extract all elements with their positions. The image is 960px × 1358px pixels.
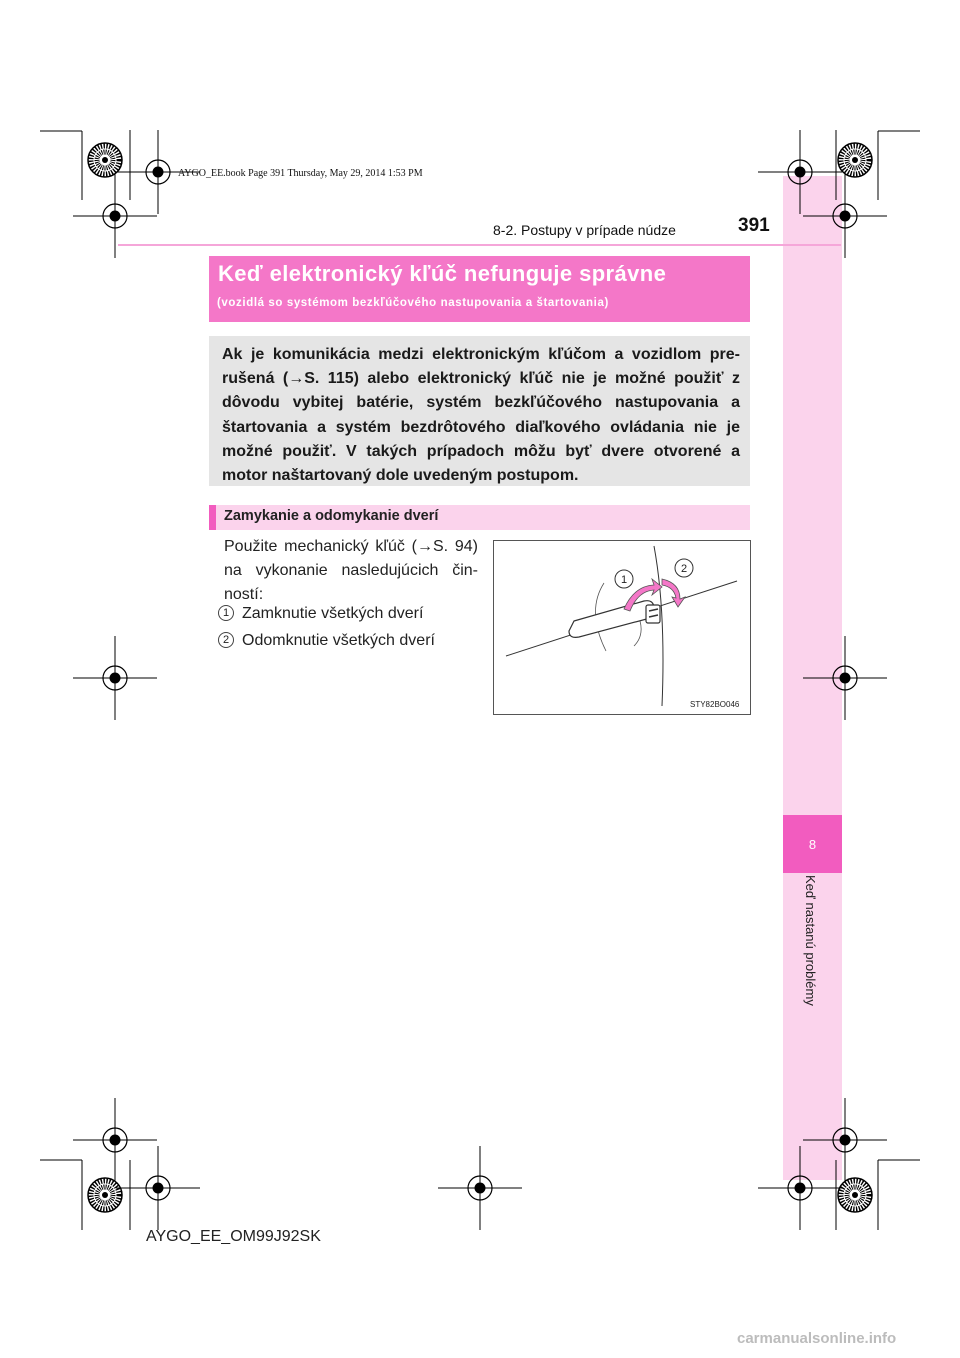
step-number: 1 [218, 605, 234, 621]
dial-mark-bottom-left [88, 1178, 122, 1212]
watermark: carmanualsonline.info [737, 1330, 897, 1347]
page-subtitle: (vozidlá so systémom bezkľúčového nastupovania a štartovania) [217, 297, 609, 309]
door-handle-drawing [494, 541, 750, 714]
crosshair-mark [758, 130, 842, 214]
crosshair-mark [73, 1098, 157, 1182]
section-title: 8-2. Postupy v prípade núdze [493, 222, 676, 238]
page-title: Keď elektronický kľúč nefunguje správne [218, 261, 667, 286]
step-text: Zamknutie všetkých dverí [242, 605, 424, 622]
figure-code: STY82BO046 [690, 700, 740, 709]
intro-text: Ak je komunikácia medzi elektronickým kľúčom a vozidlom pre-rušená (→S. 115) alebo elektronický kľúč nie je možné použiť z dôvodu vybitej batérie, systém bezkľúčového nastupovania a štartovania a systém bezdrôtového diaľkového ovládania nie je možné použiť. V takých prípadoch môžu byť dvere otvorené a motor naštartovaný dole uvedeným postupom. [222, 346, 740, 485]
footer-code: AYGO_EE_OM99J92SK [146, 1228, 321, 1245]
book-info-line: AYGO_EE.book Page 391 Thursday, May 29, 2014 1:53 PM [178, 168, 423, 179]
crosshair-mark [438, 1146, 522, 1230]
chapter-number: 8 [808, 836, 817, 852]
body-paragraph: Použite mechanický kľúč (→S. 94) na vykonanie nasledujúcich čin-ností: [224, 538, 478, 603]
crosshair-mark [116, 1146, 200, 1230]
crosshair-mark [803, 636, 887, 720]
crosshair-mark [803, 1098, 887, 1182]
figure-callout: 2 [680, 563, 688, 575]
dial-mark-bottom-right [838, 1178, 872, 1212]
crop-lines-top [40, 130, 920, 200]
crosshair-mark [73, 636, 157, 720]
step-item [218, 632, 435, 650]
subsection-marker [209, 505, 216, 530]
header-rule [118, 244, 841, 246]
step-item [218, 605, 423, 623]
crosshair-mark [758, 1146, 842, 1230]
figure-callout: 1 [620, 574, 628, 586]
subsection-title: Zamykanie a odomykanie dverí [224, 508, 439, 524]
door-handle-illustration [493, 540, 751, 715]
chapter-title: Keď nastanú problémy [803, 875, 818, 1006]
step-number: 2 [218, 632, 234, 648]
page-number: 391 [738, 215, 770, 236]
dial-mark-top-right [838, 143, 872, 177]
step-text: Odomknutie všetkých dverí [242, 632, 435, 649]
